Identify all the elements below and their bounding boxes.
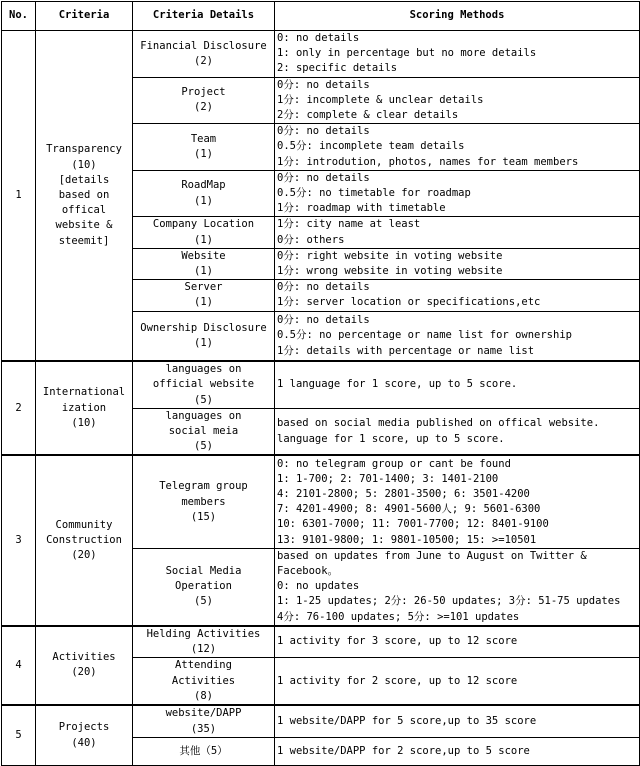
criteria-cell: Transparency (10) [details based on offical website & steemit] xyxy=(36,31,133,362)
criteria-detail-cell: Telegram group members (15) xyxy=(133,455,275,548)
scoring-method-cell: based on updates from June to August on Twitter & Facebook。 0: no updates 1: 1-25 updates; 2分: 26-50 updates; 3分: 51-75 updates 4分: 76-100 updates; 5分: >=101 updates xyxy=(275,548,640,626)
scoring-method-cell: 0分: no details 0.5分: no percentage or name list for ownership 1分: details with percentage or name list xyxy=(275,311,640,361)
scoring-method-cell: 0: no telegram group or cant be found 1: 1-700; 2: 701-1400; 3: 1401-2100 4: 2101-2800; 5: 2801-3500; 6: 3501-4200 7: 4201-4900; 8: 4901-5600人; 9: 5601-6300 10: 6301-7000; 11: 7001-7700; 12: 8401-9100 13: 9101-9800; 1: 9801-10500; 15: >=10501 xyxy=(275,455,640,548)
scoring-method-cell: 1 activity for 3 score, up to 12 score xyxy=(275,626,640,658)
header-criteria-details: Criteria Details xyxy=(133,2,275,31)
criteria-detail-cell: languages on official website (5) xyxy=(133,361,275,408)
scoring-method-cell: 0分: no details 0.5分: no timetable for roadmap 1分: roadmap with timetable xyxy=(275,170,640,217)
group-number-cell: 2 xyxy=(2,361,36,455)
group-number-cell: 4 xyxy=(2,626,36,705)
table-row xyxy=(2,31,640,78)
scoring-table xyxy=(1,1,640,766)
criteria-detail-cell: RoadMap (1) xyxy=(133,170,275,217)
criteria-cell: International ization (10) xyxy=(36,361,133,455)
scoring-method-cell: 0分: no details 0.5分: incomplete team details 1分: introdution, photos, names for team members xyxy=(275,124,640,171)
header-row xyxy=(2,2,640,31)
criteria-cell: Activities (20) xyxy=(36,626,133,705)
criteria-detail-cell: Team (1) xyxy=(133,124,275,171)
scoring-method-cell: 0分: no details 1分: incomplete & unclear details 2分: complete & clear details xyxy=(275,77,640,124)
group-number-cell: 3 xyxy=(2,455,36,626)
table-row xyxy=(2,705,640,738)
criteria-detail-cell: Ownership Disclosure (1) xyxy=(133,311,275,361)
header-criteria: Criteria xyxy=(36,2,133,31)
criteria-detail-cell: languages on social meia (5) xyxy=(133,408,275,455)
table-row xyxy=(2,626,640,658)
criteria-detail-cell: website/DAPP (35) xyxy=(133,705,275,738)
table-row xyxy=(2,361,640,408)
scoring-method-cell: 1 website/DAPP for 5 score,up to 35 score xyxy=(275,705,640,738)
criteria-detail-cell: Financial Disclosure (2) xyxy=(133,31,275,78)
criteria-detail-cell: Project (2) xyxy=(133,77,275,124)
criteria-cell: Community Construction (20) xyxy=(36,455,133,626)
criteria-detail-cell: Website (1) xyxy=(133,248,275,279)
scoring-method-cell: 1 language for 1 score, up to 5 score. xyxy=(275,361,640,408)
scoring-method-cell: 1 website/DAPP for 2 score,up to 5 score xyxy=(275,738,640,766)
criteria-cell: Projects (40) xyxy=(36,705,133,766)
criteria-detail-cell: Server (1) xyxy=(133,280,275,311)
header-no: No. xyxy=(2,2,36,31)
group-number-cell: 1 xyxy=(2,31,36,362)
header-scoring-methods: Scoring Methods xyxy=(275,2,640,31)
criteria-detail-cell: Helding Activities (12) xyxy=(133,626,275,658)
criteria-detail-cell: Social Media Operation (5) xyxy=(133,548,275,626)
criteria-detail-cell: 其他（5） xyxy=(133,738,275,766)
scoring-method-cell: 0分: no details 1分: server location or specifications,etc xyxy=(275,280,640,311)
scoring-method-cell: 0分: right website in voting website 1分: wrong website in voting website xyxy=(275,248,640,279)
scoring-method-cell: 1分: city name at least 0分: others xyxy=(275,217,640,248)
scoring-method-cell: 1 activity for 2 score, up to 12 score xyxy=(275,658,640,705)
scoring-method-cell: 0: no details 1: only in percentage but no more details 2: specific details xyxy=(275,31,640,78)
criteria-detail-cell: Attending Activities (8) xyxy=(133,658,275,705)
table-row xyxy=(2,455,640,548)
group-number-cell: 5 xyxy=(2,705,36,766)
criteria-detail-cell: Company Location (1) xyxy=(133,217,275,248)
scoring-method-cell: based on social media published on offical website. language for 1 score, up to 5 score. xyxy=(275,408,640,455)
